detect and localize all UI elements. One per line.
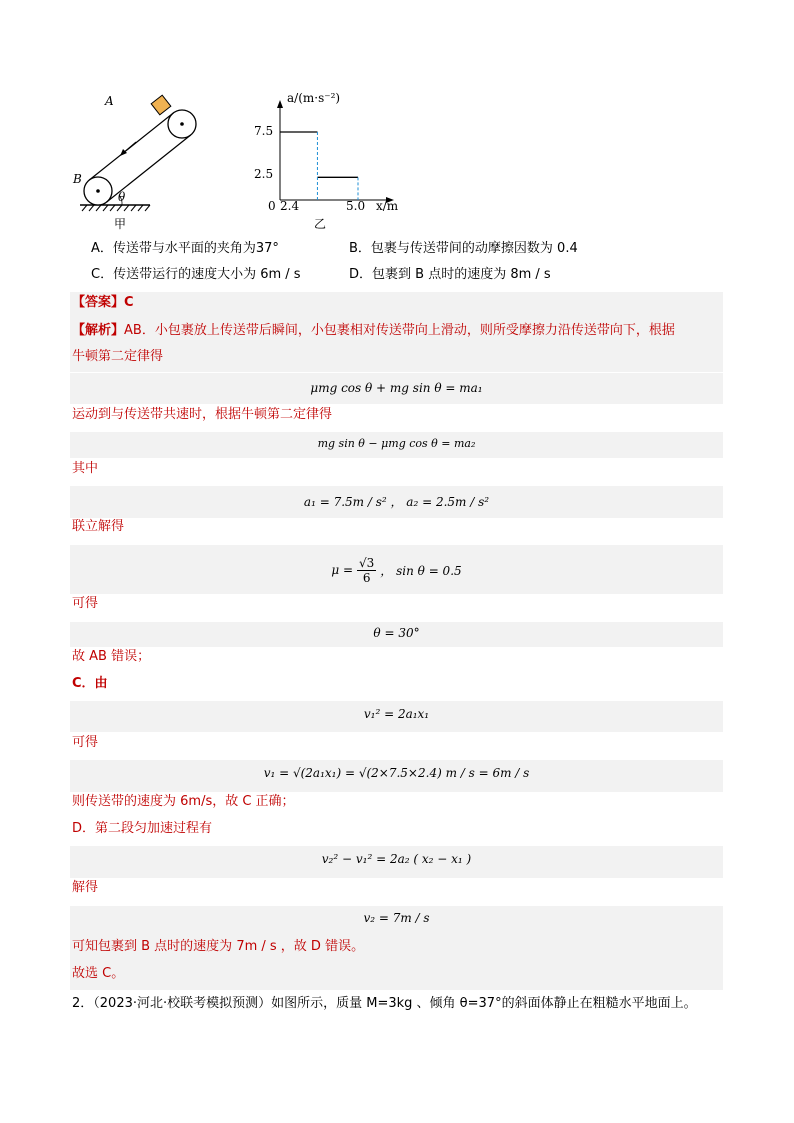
analysis-text-6: 故 AB 错误； xyxy=(72,649,151,664)
y-axis-label: a/(m·s⁻²) xyxy=(287,91,341,105)
analysis-text-5: 可得 xyxy=(72,596,99,611)
figure-yi-caption: 乙 xyxy=(314,217,327,231)
equation-11: v₂ = 7m / s xyxy=(363,911,430,925)
point-a-label: A xyxy=(105,94,114,108)
equation-5: θ = 30° xyxy=(373,626,420,640)
option-a: A．传送带与水平面的夹角为37° xyxy=(91,241,279,256)
analysis-text-12: 可知包裹到 B 点时的速度为 7m / s ，故 D 错误。 xyxy=(72,939,365,954)
eq4-fraction xyxy=(357,556,376,585)
analysis-text-3: 其中 xyxy=(72,461,99,476)
angle-theta-label: θ xyxy=(118,190,126,204)
x-tick-2-4: 2.4 xyxy=(280,199,300,213)
y-tick-7-5: 7.5 xyxy=(254,124,274,138)
analysis-intro xyxy=(72,322,675,340)
point-b-label: B xyxy=(73,172,82,186)
analysis-text-13: 故选 C。 xyxy=(72,966,125,981)
option-d: D．包裹到 B 点时的速度为 8m / s xyxy=(349,267,551,282)
analysis-text-10: D．第二段匀加速过程有 xyxy=(72,821,213,836)
x-tick-5-0: 5.0 xyxy=(346,199,366,213)
equation-8: v₁ = √(2a₁x₁) = √(2×7.5×2.4) m / s = 6m / s xyxy=(263,766,530,780)
next-question: 2．（2023·河北·校联考模拟预测）如图所示，质量 M=3kg 、倾角 θ=37°的斜面体静止在粗糙水平地面上。 xyxy=(72,996,697,1011)
eq4-rest: ， sin θ = 0.5 xyxy=(380,563,462,578)
analysis-tag: 【解析】 xyxy=(72,323,125,338)
analysis-text-11: 解得 xyxy=(72,880,99,895)
analysis-text-7: C．由 xyxy=(72,676,108,691)
equation-4 xyxy=(70,548,723,592)
x-tick-0: 0 xyxy=(268,199,276,213)
equation-1: μmg cos θ + mg sin θ = ma₁ xyxy=(310,381,483,395)
analysis-text-9: 则传送带的速度为 6m/s，故 C 正确； xyxy=(72,794,295,809)
equation-3: a₁ = 7.5m / s² ， a₂ = 2.5m / s² xyxy=(303,495,490,509)
figure-jia-caption: 甲 xyxy=(114,217,127,231)
analysis-text-8: 可得 xyxy=(72,735,99,750)
analysis-intro-line2: 牛顿第二定律得 xyxy=(72,349,164,364)
option-b: B．包裹与传送带间的动摩擦因数为 0.4 xyxy=(349,241,578,256)
equation-10: v₂² − v₁² = 2a₂ ( x₂ − x₁ ) xyxy=(321,852,472,866)
option-c: C．传送带运行的速度大小为 6m / s xyxy=(91,267,301,282)
analysis-text-2: 运动到与传送带共速时，根据牛顿第二定律得 xyxy=(72,407,333,422)
analysis-intro-line1: AB．小包裹放上传送带后瞬间，小包裹相对传送带向上滑动，则所受摩擦力沿传送带向下，根据 xyxy=(124,323,675,338)
x-axis-label: x/m xyxy=(376,199,399,213)
equation-7: v₁² = 2a₁x₁ xyxy=(363,707,430,721)
eq4-numerator: √3 xyxy=(359,555,375,570)
graph-axes xyxy=(277,100,394,203)
answer-label: 【答案】C xyxy=(72,295,134,310)
y-tick-2-5: 2.5 xyxy=(254,167,274,181)
analysis-text-4: 联立解得 xyxy=(72,519,125,534)
eq4-denominator: 6 xyxy=(362,570,371,585)
equation-2: mg sin θ − μmg cos θ = ma₂ xyxy=(317,437,476,450)
conveyor-belt-figure xyxy=(70,92,210,232)
eq4-mu: μ = xyxy=(331,563,354,577)
